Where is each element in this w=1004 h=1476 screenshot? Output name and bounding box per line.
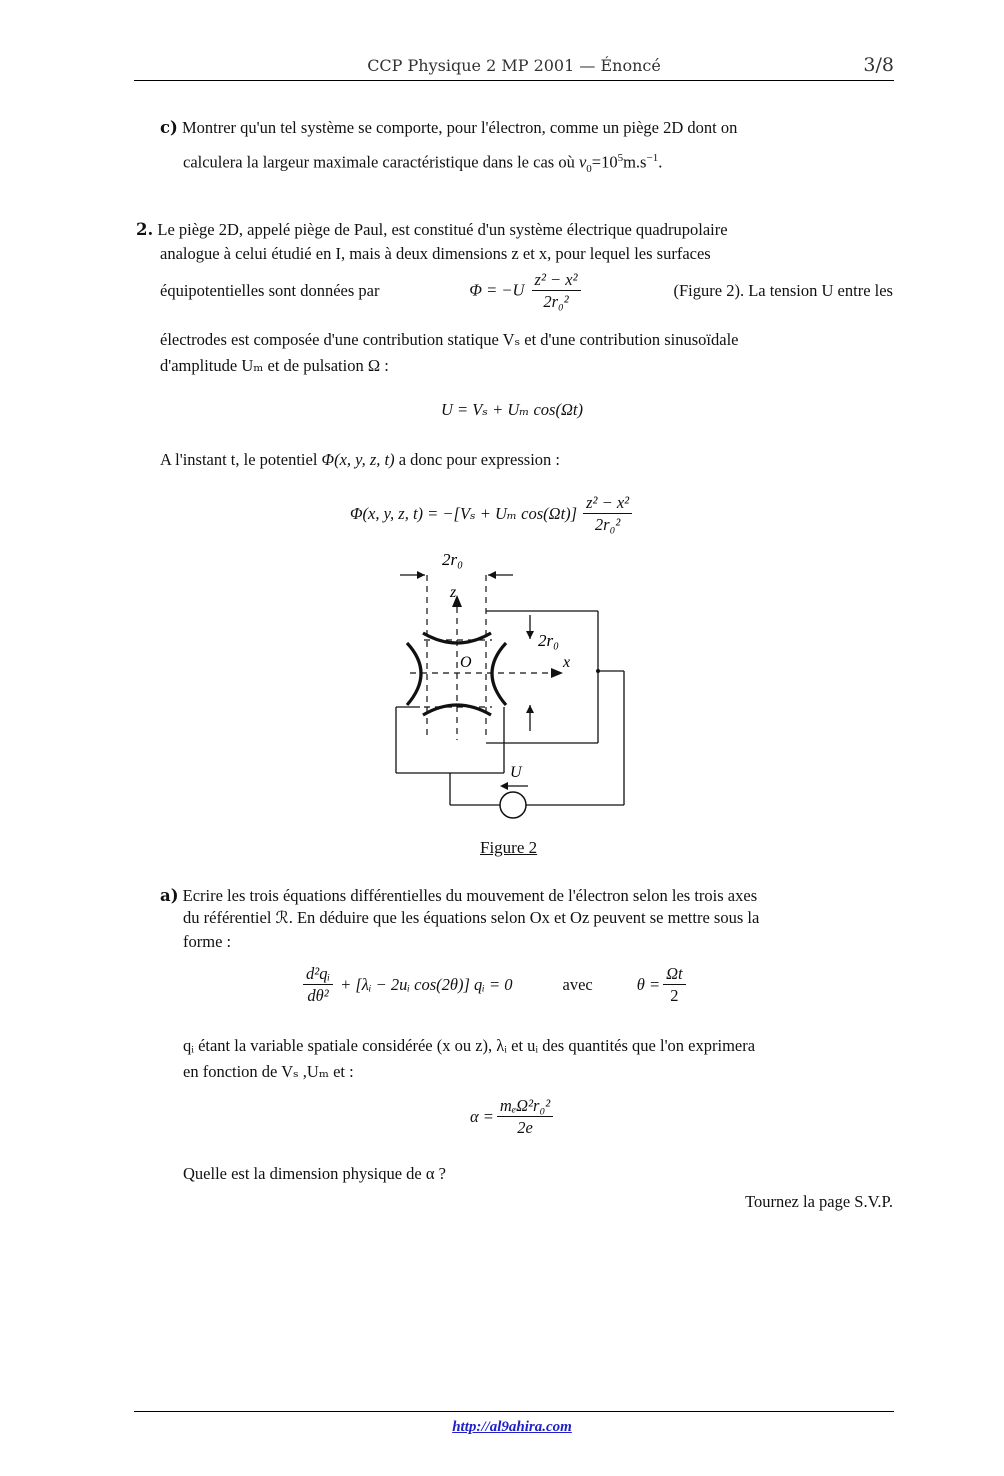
question-2-label: 2. <box>136 220 154 239</box>
qa-text-line4: qᵢ étant la variable spatiale considérée (x ou z), λᵢ et uᵢ des quantités que l'on exprimera <box>183 1036 756 1055</box>
question-c <box>160 116 893 140</box>
origin-label: O <box>460 654 472 671</box>
electrode-right <box>492 643 506 705</box>
voltage-label: U <box>510 764 522 781</box>
x-axis-label: x <box>563 654 571 671</box>
footer-rule <box>134 1411 894 1412</box>
question-c-line2: calculera la largeur maximale caractéristique dans le cas où <box>183 152 575 172</box>
question-a-line1 <box>160 884 893 908</box>
mathieu-num: d²qᵢ <box>303 964 333 985</box>
footer-link[interactable]: http://al9ahira.com <box>452 1419 572 1435</box>
q2-line4: électrodes est composée d'une contribution statique Vₛ et d'une contribution sinusoïdale <box>160 330 739 349</box>
rdim-arrowhead-bottom <box>526 705 534 713</box>
alpha-left: α = <box>470 1107 494 1126</box>
theta-den: 2 <box>670 985 679 1005</box>
electrode-left <box>407 643 421 705</box>
q2-phi-equation <box>469 270 583 313</box>
dim-arrowhead-left <box>417 571 425 579</box>
eq-phi-num: z² − x² <box>583 493 632 514</box>
qa-text-line1: Ecrire les trois équations différentielles du mouvement de l'électron selon les trois axes <box>182 886 758 905</box>
eq-phi-fraction <box>583 493 632 536</box>
q2-line6b: a donc pour expression : <box>398 450 561 469</box>
q2-line6 <box>160 448 893 472</box>
equation-phi <box>350 488 750 540</box>
page-number: 3/8 <box>863 54 894 76</box>
v0-sub: 0 <box>586 162 592 175</box>
theta-fraction <box>663 964 686 1007</box>
q2-line6a: A l'instant t, le potentiel <box>160 450 318 469</box>
mathieu-equation <box>300 958 760 1012</box>
q2-text-line1: Le piège 2D, appelé piège de Paul, est constitué d'un système électrique quadrupolaire <box>157 220 728 239</box>
question-a-label: a) <box>160 886 179 905</box>
alpha-fraction <box>497 1096 553 1139</box>
q2-text-line2: analogue à celui étudié en I, mais à deux dimensions z et x, pour lequel les surfaces <box>160 244 711 263</box>
dim-arrowhead-right <box>488 571 496 579</box>
alpha-num: mₑΩ²r₀² <box>497 1096 553 1117</box>
qa-text-line3: forme : <box>183 932 232 951</box>
theta-left: θ = <box>636 975 661 994</box>
x-axis-arrowhead <box>551 668 563 678</box>
v0-symbol: v <box>578 152 587 172</box>
q2-frac-num: z² − x² <box>532 270 581 291</box>
q2-phi-fraction <box>532 270 581 313</box>
z-axis-label: z <box>450 584 457 601</box>
v0-value: =10 <box>591 152 618 172</box>
question-c-label: c) <box>160 118 178 137</box>
question-2-line1 <box>136 218 893 242</box>
right-dim-label: 2r₀ <box>538 631 560 650</box>
v0-unit-exp: −1 <box>646 152 659 164</box>
v0-end: . <box>658 152 663 172</box>
q2-line3a: équipotentielles sont données par <box>160 281 380 300</box>
figure-2-diagram <box>380 545 640 830</box>
alpha-den: 2e <box>517 1117 533 1137</box>
turn-page: Tournez la page S.V.P. <box>745 1192 893 1211</box>
mathieu-den: dθ² <box>307 985 329 1005</box>
rdim-arrowhead-top <box>526 631 534 639</box>
mathieu-fraction <box>303 964 333 1007</box>
theta-num: Ωt <box>663 964 686 985</box>
equation-U: U = Vₛ + Uₘ cos(Ωt) <box>441 400 583 419</box>
v0-exp: 5 <box>617 152 624 164</box>
header-rule <box>134 80 894 81</box>
question-c-line1: Montrer qu'un tel système se comporte, pour l'électron, comme un piège 2D dont on <box>181 118 738 137</box>
mathieu-avec: avec <box>562 975 593 994</box>
top-dim-label: 2r₀ <box>442 550 464 569</box>
question-c-line2-block <box>183 146 893 181</box>
qa-text-line5: en fonction de Vₛ ,Uₘ et : <box>183 1062 354 1081</box>
qa-text-line2: du référentiel ℛ. En déduire que les équations selon Ox et Oz peuvent se mettre sous la <box>183 908 760 927</box>
eq-phi-den: 2r₀² <box>594 514 621 534</box>
q2-line5: d'amplitude Uₘ et de pulsation Ω : <box>160 356 389 375</box>
footer <box>0 1418 1004 1436</box>
mathieu-rest: + [λᵢ − 2uᵢ cos(2θ)] qᵢ = 0 <box>340 975 513 994</box>
qa-text-line6: Quelle est la dimension physique de α ? <box>183 1164 446 1183</box>
q2-line6-phi: Φ(x, y, z, t) <box>321 450 395 469</box>
alpha-equation <box>470 1090 670 1144</box>
q2-line3b: (Figure 2). La tension U entre les <box>673 281 893 300</box>
q2-line3 <box>160 266 893 316</box>
header-title: CCP Physique 2 MP 2001 — Énoncé <box>367 56 661 75</box>
page-header <box>134 56 894 80</box>
q2-frac-den: 2r₀² <box>543 291 569 311</box>
generator-symbol <box>500 792 526 818</box>
voltage-arrowhead <box>500 782 508 790</box>
eq-phi-left: Φ(x, y, z, t) = −[Vₛ + Uₘ cos(Ωt)] <box>350 504 578 523</box>
q2-phi-eq-left: Φ = −U <box>469 279 525 299</box>
v0-unit: m.s <box>623 152 647 172</box>
figure-2-caption: Figure 2 <box>480 838 538 857</box>
